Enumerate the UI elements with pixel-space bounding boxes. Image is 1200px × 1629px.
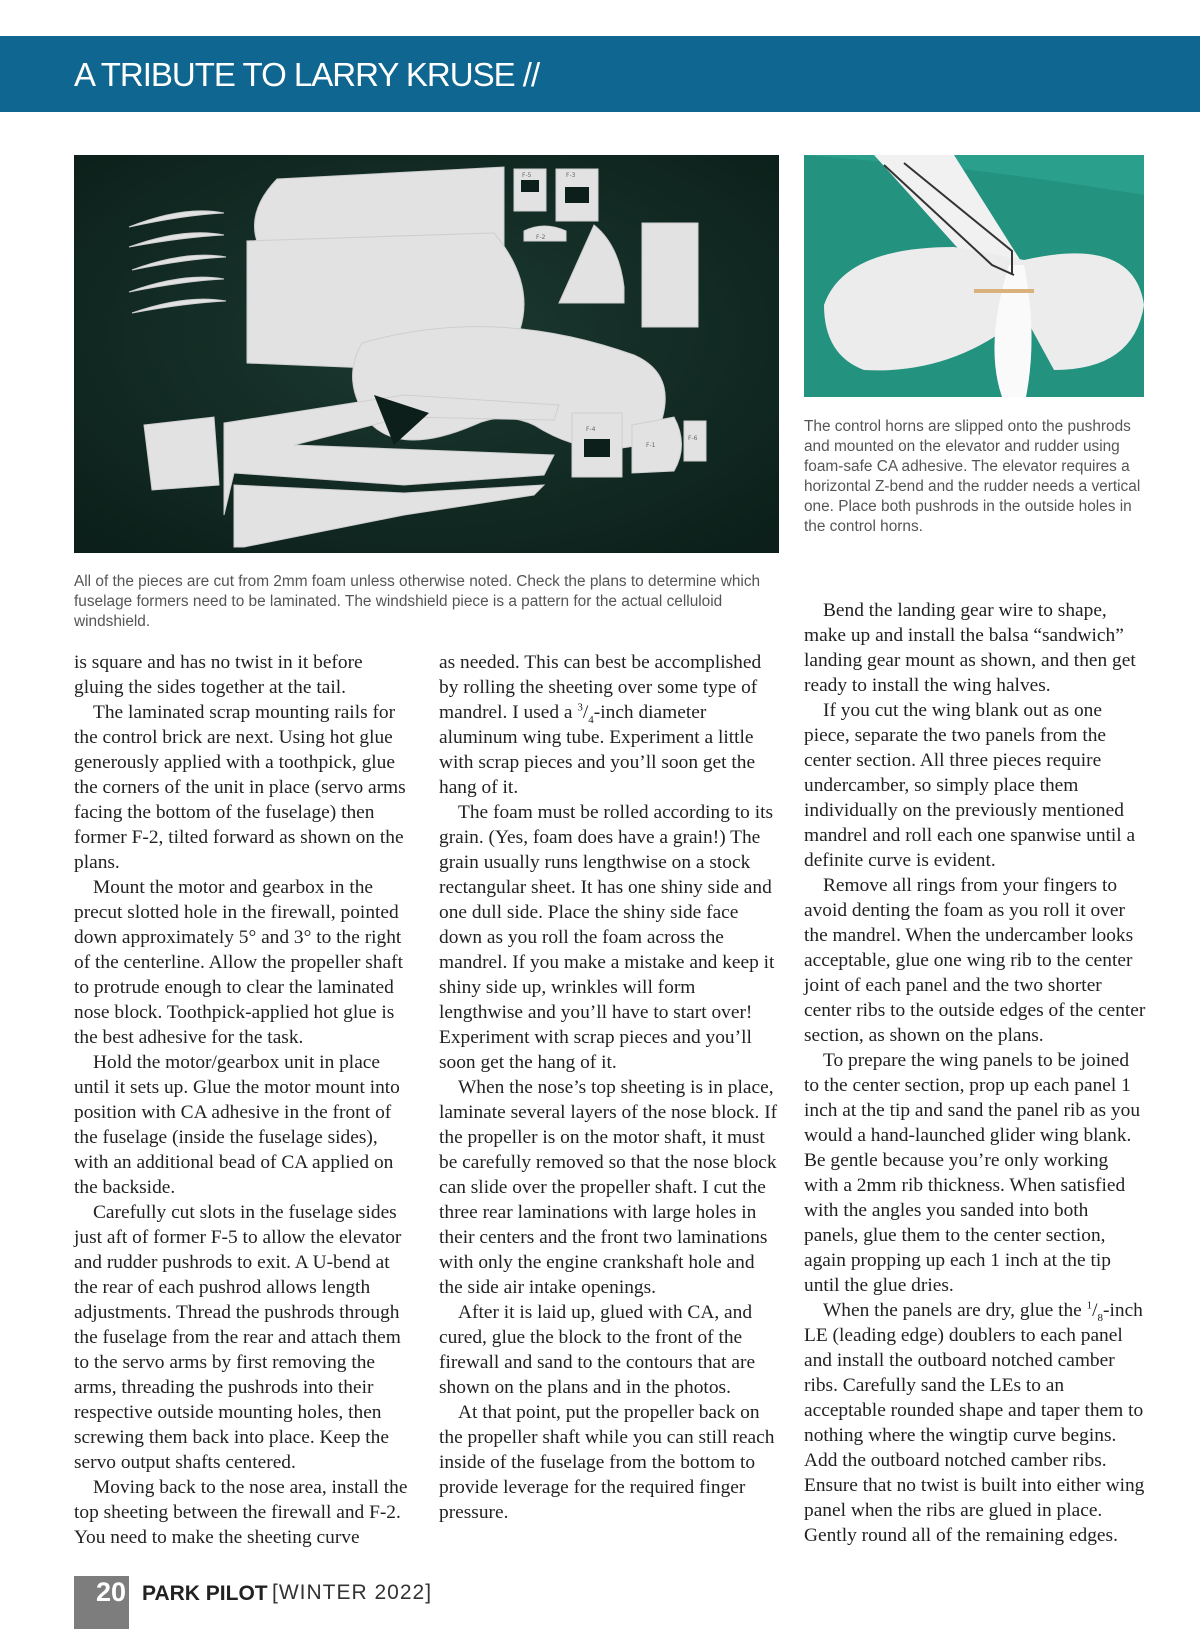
fraction-denominator: 8 <box>1097 1311 1104 1324</box>
paragraph: To prepare the wing panels to be joined to the center section, prop up each panel 1 inch at the tip and sand the panel rib as you would a hand-launched glider wing blank. Be gentle because you’re only working with a 2mm rib thickness. When satisfied with the angles you sanded into both panels, glue them to the center section, again propping up each 1 inch at the tip until the glue dries. <box>804 1050 1141 1296</box>
paragraph: is square and has no twist in it before gluing the sides together at the tail. <box>74 652 363 698</box>
paragraph: When the nose’s top sheeting is in place, laminate several layers of the nose block. If the propeller is on the motor shaft, it must be carefully removed so that the nose block can slide over the propeller shaft. I cut the three rear laminations with large holes in their centers and the front two laminations with only the engine crankshaft hole and the side air intake openings. <box>439 1077 778 1298</box>
paragraph: Hold the motor/gearbox unit in place until it sets up. Glue the motor mount into position with CA adhesive in the front of the fuselage (inside the fuselage sides), with an additional bead of CA applied on the backside. <box>74 1052 400 1198</box>
fraction-denominator: 4 <box>588 713 594 726</box>
paragraph <box>439 650 781 800</box>
paragraph: The laminated scrap mounting rails for the control brick are next. Using hot glue generously applied with a toothpick, glue the corners of the unit in place (servo arms facing the bottom of the fuselage) then former F-2, tilted forward as shown on the plans. <box>74 702 406 873</box>
former-label-f1: F-1 <box>646 442 656 449</box>
paragraph: After it is laid up, glued with CA, and cured, glue the block to the front of the firewall and sand to the contours that are shown on the plans and in the photos. <box>439 1302 756 1398</box>
paragraph: At that point, put the propeller back on the propeller shaft while you can still reach inside of the fuselage from the bottom to provide leverage for the required finger pressure. <box>439 1402 775 1523</box>
text-run: as needed. This can best be accomplished by rolling the sheeting over some type of mandrel. I used a <box>439 652 762 723</box>
fraction-slash: / <box>582 702 589 723</box>
paragraph: The foam must be rolled according to its grain. (Yes, foam does have a grain!) The grain usually runs lengthwise on a stock rectangular sheet. It has one shiny side and one dull side. Place the shiny side face down as you roll the foam across the mandrel. If you make a mistake and keep it shiny side up, wrinkles will form lengthwise and you’ll have to start over! Experiment with scrap pieces and you’ll soon get the hang of it. <box>439 802 775 1073</box>
paragraph: Moving back to the nose area, install the top sheeting between the firewall and F-2. You need to make the sheeting curve <box>74 1477 408 1548</box>
paragraph <box>804 1298 1146 1548</box>
section-header-bar <box>0 36 1200 112</box>
section-title: A TRIBUTE TO LARRY KRUSE // <box>74 56 540 93</box>
page-number: 20 <box>96 1577 127 1607</box>
article-column-3 <box>804 598 1146 1548</box>
paragraph: Bend the landing gear wire to shape, make up and install the balsa “sandwich” landing gear mount as shown, and then get ready to install the wing halves. <box>804 600 1136 696</box>
text-run: -inch diameter aluminum wing tube. Experiment a little with scrap pieces and you’ll soon get the hang of it. <box>439 702 756 798</box>
paragraph: Carefully cut slots in the fuselage sides just aft of former F-5 to allow the elevator and rudder pushrods to exit. A U-bend at the rear of each pushrod allows length adjustments. Thread the pushrods through the fuselage from the rear and attach them to the servo arms by first removing the arms, threading the pushrods into their respective outside mounting holes, then screwing them back into place. Keep the servo output shafts centered. <box>74 1202 402 1473</box>
issue-date: [WINTER 2022] <box>272 1581 433 1604</box>
fraction-numerator: 3 <box>577 701 583 714</box>
magazine-name: PARK PILOT <box>142 1582 268 1605</box>
foam-parts-photo <box>74 155 779 553</box>
paragraph: If you cut the wing blank out as one piece, separate the two panels from the center section. All three pieces require undercamber, so simply place them individually on the previously mentioned mandrel and roll each one spanwise until a definite curve is evident. <box>804 700 1136 871</box>
fraction-numerator: 1 <box>1086 1299 1093 1312</box>
former-label-f6: F-6 <box>688 435 698 442</box>
article-column-2 <box>439 650 781 1525</box>
paragraph: Remove all rings from your fingers to avoid denting the foam as you roll it over the mandrel. When the undercamber looks acceptable, glue one wing rib to the center joint of each panel and the two shorter center ribs to the outside edges of the center section, as shown on the plans. <box>804 875 1146 1046</box>
former-label-f2: F-2 <box>536 234 546 241</box>
former-label-f3: F-3 <box>566 172 576 179</box>
tail-control-horns-photo <box>804 155 1144 397</box>
former-label-f4: F-4 <box>586 426 596 433</box>
text-run: -inch LE (leading edge) doublers to each panel and install the outboard notched camber ribs. Carefully sand the LEs to an acceptable rounded shape and taper them to nothing where the wingtip curve begins. Add the outboard notched camber ribs. Ensure that no twist is built into either wing panel when the ribs are glued in place. Gently round all of the remaining edges. <box>804 1300 1145 1546</box>
fraction-slash: / <box>1092 1300 1098 1321</box>
former-label-f5: F-5 <box>522 172 532 179</box>
article-column-1 <box>74 650 412 1550</box>
paragraph: Mount the motor and gearbox in the precut slotted hole in the firewall, pointed down approximately 5° and 3° to the right of the centerline. Allow the propeller shaft to protrude enough to clear the laminated nose block. Toothpick-applied hot glue is the best adhesive for the task. <box>74 877 403 1048</box>
side-photo-caption: The control horns are slipped onto the pushrods and mounted on the elevator and rudder using foam-safe CA adhesive. The elevator requires a horizontal Z-bend and the rudder needs a vertical one. Place both pushrods in the outside holes in the control horns. <box>804 418 1141 535</box>
main-photo-caption: All of the pieces are cut from 2mm foam unless otherwise noted. Check the plans to determine which fuselage formers need to be laminated. The windshield piece is a pattern for the actual celluloid windshield. <box>74 573 761 630</box>
text-run: When the panels are dry, glue the <box>823 1300 1087 1321</box>
